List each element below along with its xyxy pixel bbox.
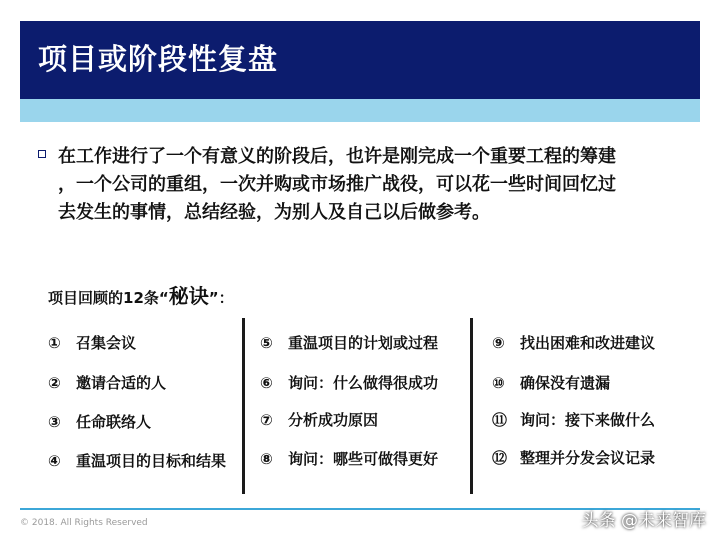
item-number: ① — [48, 334, 61, 352]
tips-heading — [48, 280, 234, 309]
item-text: 找出困难和改进建议 — [520, 334, 656, 352]
list-item — [48, 450, 226, 471]
intro-paragraph — [38, 143, 688, 227]
square-bullet-icon — [38, 150, 46, 158]
list-item — [260, 372, 438, 393]
item-text: 重温项目的计划或过程 — [288, 334, 439, 352]
item-number: ② — [48, 374, 61, 392]
list-item — [260, 332, 438, 353]
item-text: 邀请合适的人 — [76, 374, 167, 392]
tips-column-2 — [260, 320, 470, 495]
tips-column-1 — [48, 320, 238, 495]
item-number: ⑦ — [260, 411, 273, 429]
item-number: ⑨ — [492, 334, 505, 352]
tips-prefix: 项目回顾的12条 — [48, 289, 159, 307]
list-item — [48, 332, 136, 353]
title-banner — [20, 21, 700, 99]
tips-highlight: 秘诀 — [168, 284, 209, 308]
item-text: 询问：哪些可做得更好 — [288, 450, 439, 468]
list-item — [48, 372, 166, 393]
item-number: ④ — [48, 452, 61, 470]
item-number: ⑪ — [492, 411, 508, 429]
tips-suffix: ”： — [208, 289, 234, 307]
list-item — [492, 372, 610, 393]
copyright-text: © 2018. All Rights Reserved — [20, 518, 148, 528]
tips-open-quote: “ — [158, 289, 169, 307]
item-text: 询问：接下来做什么 — [520, 411, 656, 429]
tips-column-3 — [492, 320, 697, 495]
item-number: ⑤ — [260, 334, 273, 352]
intro-line: 在工作进行了一个有意义的阶段后，也许是刚完成一个重要工程的筹建 — [58, 146, 616, 167]
item-number: ③ — [48, 413, 61, 431]
item-text: 询问：什么做得很成功 — [288, 374, 439, 392]
item-number: ⑫ — [492, 449, 508, 467]
page-title: 项目或阶段性复盘 — [38, 42, 279, 76]
list-item — [48, 411, 151, 432]
intro-line: 去发生的事情，总结经验，为别人及自己以后做参考。 — [58, 202, 490, 223]
list-item — [260, 409, 378, 430]
watermark: 头条 @未来智库 — [581, 511, 706, 531]
list-item — [260, 448, 438, 469]
item-number: ⑧ — [260, 450, 273, 468]
list-item — [492, 409, 655, 430]
item-text: 确保没有遗漏 — [520, 374, 611, 392]
item-text: 分析成功原因 — [288, 411, 379, 429]
title-accent-bar — [20, 99, 700, 122]
item-text: 任命联络人 — [76, 413, 152, 431]
item-text: 重温项目的目标和结果 — [76, 452, 227, 470]
column-divider — [242, 318, 245, 494]
item-number: ⑥ — [260, 374, 273, 392]
list-item — [492, 447, 655, 468]
item-text: 召集会议 — [76, 334, 137, 352]
intro-line: ，一个公司的重组，一次并购或市场推广战役，可以花一些时间回忆过 — [58, 174, 616, 195]
column-divider — [470, 318, 473, 494]
item-text: 整理并分发会议记录 — [520, 449, 656, 467]
item-number: ⑩ — [492, 374, 505, 392]
list-item — [492, 332, 655, 353]
